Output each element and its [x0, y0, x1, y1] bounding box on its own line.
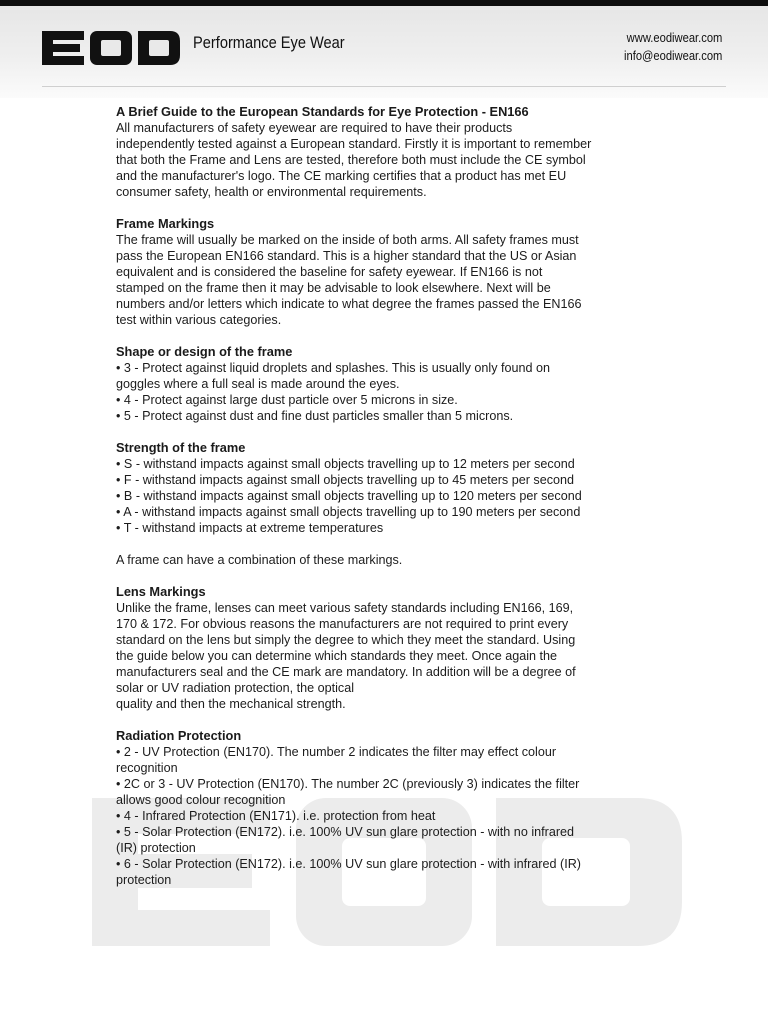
page-header — [0, 6, 768, 98]
contact-info — [608, 29, 722, 65]
frame-markings-paragraph: The frame will usually be marked on the inside of both arms. All safety frames must pass the European EN166 standard. This is a higher standard that the US or Asian equivalent and is considered the baseline for safety eyewear. If EN166 is not stamped on the frame then it may be advisable to look elsewhere. Next will be numbers and/or letters which indicate to what degree the frames passed the EN166 test within various categories. — [116, 233, 582, 327]
shape-list — [116, 360, 656, 424]
lens-markings-section — [116, 584, 656, 712]
list-item: • T - withstand impacts at extreme temperatures — [116, 520, 656, 536]
shape-heading: Shape or design of the frame — [116, 344, 293, 359]
list-item: • 4 - Infrared Protection (EN171). i.e. protection from heat — [116, 808, 656, 824]
radiation-heading: Radiation Protection — [116, 728, 242, 743]
list-item: • F - withstand impacts against small objects travelling up to 45 meters per second — [116, 472, 656, 488]
strength-section — [116, 440, 656, 536]
header-divider — [42, 86, 726, 87]
list-item: • 2C or 3 - UV Protection (EN170). The number 2C (previously 3) indicates the filter allows good colour recognition — [116, 776, 656, 808]
shape-section — [116, 344, 656, 424]
list-item: • 4 - Protect against large dust particle over 5 microns in size. — [116, 392, 656, 408]
list-item: • 2 - UV Protection (EN170). The number 2 indicates the filter may effect colour recognition — [116, 744, 656, 776]
radiation-list — [116, 744, 656, 888]
strength-list — [116, 456, 656, 536]
list-item: • 5 - Solar Protection (EN172). i.e. 100% UV sun glare protection - with no infrared (IR) protection — [116, 824, 656, 856]
list-item: • 6 - Solar Protection (EN172). i.e. 100% UV sun glare protection - with infrared (IR) protection — [116, 856, 656, 888]
lens-markings-heading: Lens Markings — [116, 584, 206, 599]
brand-tagline: Performance Eye Wear — [193, 33, 345, 52]
document-body — [116, 104, 656, 904]
strength-note: A frame can have a combination of these markings. — [116, 553, 403, 567]
eod-logo — [42, 29, 182, 67]
frame-markings-section — [116, 216, 656, 328]
list-item: • B - withstand impacts against small objects travelling up to 120 meters per second — [116, 488, 656, 504]
lens-markings-paragraph: Unlike the frame, lenses can meet various safety standards including EN166, 169, 170 & 172. For obvious reasons the manufacturers are not required to print every standard on the lens but simply the degree to which they meet the standard. Using the guide below you can determine which standards they meet. Once again the manufacturers seal and the CE mark are mandatory. In addition will be a degree of solar or UV radiation protection, the optical quality and then the mechanical strength. — [116, 601, 576, 711]
radiation-section — [116, 728, 656, 888]
list-item: • 5 - Protect against dust and fine dust particles smaller than 5 microns. — [116, 408, 656, 424]
intro-section — [116, 104, 656, 200]
frame-markings-heading: Frame Markings — [116, 216, 215, 231]
document-title: A Brief Guide to the European Standards for Eye Protection - EN166 — [116, 104, 529, 119]
intro-paragraph: All manufacturers of safety eyewear are required to have their products independently tested against a European standard. Firstly it is important to remember that both the Frame and Lens are tested, therefore both must include the CE symbol and the manufacturer's logo. The CE marking certifies that a product has met EU consumer safety, health or environmental requirements. — [116, 121, 592, 199]
list-item: • A - withstand impacts against small objects travelling up to 190 meters per second — [116, 504, 656, 520]
list-item: • S - withstand impacts against small objects travelling up to 12 meters per second — [116, 456, 656, 472]
email-link[interactable]: info@eodiwear.com — [623, 48, 722, 63]
website-link[interactable]: www.eodiwear.com — [626, 30, 722, 45]
strength-heading: Strength of the frame — [116, 440, 246, 455]
list-item: • 3 - Protect against liquid droplets and splashes. This is usually only found on goggles where a full seal is made around the eyes. — [116, 360, 656, 392]
